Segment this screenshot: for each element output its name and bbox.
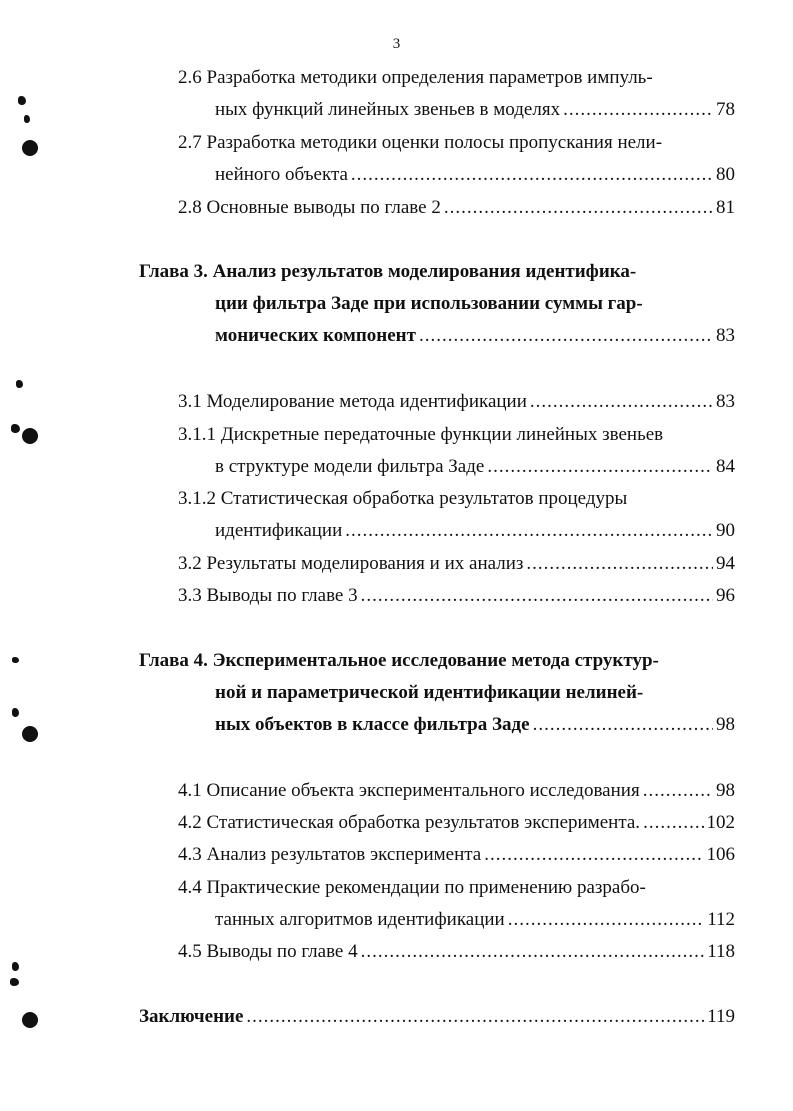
- toc-entry-4-4[interactable]: [215, 908, 735, 932]
- toc-page-number: 81: [716, 197, 735, 218]
- toc-entry-title: Заключение: [139, 1006, 244, 1027]
- toc-entry-4-1[interactable]: [178, 779, 735, 803]
- toc-entry-title: 3.2 Результаты моделирования и их анализ: [178, 553, 524, 574]
- toc-chapter-3-line2: ции фильтра Заде при использовании суммы гар-: [215, 293, 643, 314]
- toc-entry-title: 3.3 Выводы по главе 3: [178, 585, 358, 606]
- punch-hole: [22, 726, 38, 742]
- toc-entry-4-4-line1: 4.4 Практические рекомендации по применению разрабо-: [178, 877, 646, 898]
- toc-leader-dots: [351, 163, 713, 187]
- scan-speck: [10, 978, 19, 986]
- toc-page-number: 96: [716, 585, 735, 606]
- toc-leader-dots: [643, 779, 713, 803]
- toc-page-number: 80: [716, 164, 735, 185]
- punch-hole: [22, 140, 38, 156]
- toc-chapter-4-line2: ной и параметрической идентификации нелиней-: [215, 682, 644, 703]
- toc-leader-dots: [508, 908, 704, 932]
- toc-entry-3-1-2-line1: 3.1.2 Статистическая обработка результатов процедуры: [178, 488, 628, 509]
- toc-leader-dots: [526, 552, 713, 576]
- toc-entry-3-1[interactable]: [178, 390, 735, 414]
- toc-entry-2-7-line1: 2.7 Разработка методики оценки полосы пропускания нели-: [178, 132, 663, 153]
- punch-hole: [22, 428, 38, 444]
- scan-speck: [18, 96, 26, 105]
- scan-speck: [12, 708, 19, 717]
- toc-entry-title: 4.5 Выводы по главе 4: [178, 941, 358, 962]
- toc-page-number: 98: [716, 780, 735, 801]
- toc-leader-dots: [361, 584, 713, 608]
- toc-leader-dots: [563, 98, 713, 122]
- toc-chapter-4[interactable]: [215, 713, 735, 737]
- toc-leader-dots: [530, 390, 713, 414]
- toc-page-number: 83: [716, 391, 735, 412]
- toc-page-number: 118: [707, 941, 735, 962]
- toc-leader-dots: [345, 519, 713, 543]
- toc-chapter-3-line1: Глава 3. Анализ результатов моделирования идентифика-: [139, 261, 637, 282]
- toc-page-number: 98: [716, 714, 735, 735]
- toc-leader-dots: [533, 713, 713, 737]
- toc-entry-title: танных алгоритмов идентификации: [215, 909, 505, 930]
- toc-page-number: 106: [706, 844, 735, 865]
- toc-chapter-4-line1: Глава 4. Экспериментальное исследование метода структур-: [139, 650, 659, 671]
- toc-page-number: 119: [707, 1006, 735, 1027]
- toc-page-number: 78: [716, 99, 735, 120]
- scan-speck: [16, 380, 23, 388]
- toc-entry-3-1-1[interactable]: [215, 455, 735, 479]
- toc-leader-dots: [246, 1005, 704, 1029]
- toc-page-number: 102: [706, 812, 735, 833]
- toc-entry-title: 2.8 Основные выводы по главе 2: [178, 197, 441, 218]
- scan-speck: [24, 115, 30, 123]
- page-number: 3: [392, 36, 401, 52]
- toc-leader-dots: [444, 196, 713, 220]
- toc-leader-dots: [487, 455, 713, 479]
- toc-entry-2-8[interactable]: [178, 196, 735, 220]
- toc-page-number: 94: [716, 553, 735, 574]
- toc-entry-2-7[interactable]: [215, 163, 735, 187]
- toc-entry-title: 3.1 Моделирование метода идентификации: [178, 391, 527, 412]
- toc-entry-title: ных объектов в классе фильтра Заде: [215, 714, 530, 735]
- toc-page-number: 84: [716, 456, 735, 477]
- toc-leader-dots: [484, 843, 703, 867]
- toc-entry-title: 4.2 Статистическая обработка результатов эксперимента.: [178, 812, 641, 833]
- scan-speck: [11, 424, 20, 433]
- toc-page-number: 83: [716, 325, 735, 346]
- toc-entry-3-1-1-line1: 3.1.1 Дискретные передаточные функции линейных звеньев: [178, 424, 664, 445]
- punch-hole: [22, 1012, 38, 1028]
- toc-entry-title: монических компонент: [215, 325, 416, 346]
- toc-entry-title: ных функций линейных звеньев в моделях: [215, 99, 561, 120]
- toc-entry-3-3[interactable]: [178, 584, 735, 608]
- toc-conclusion[interactable]: [139, 1005, 735, 1029]
- toc-entry-2-6[interactable]: [215, 98, 735, 122]
- toc-page-number: 112: [707, 909, 735, 930]
- toc-entry-3-1-2[interactable]: [215, 519, 735, 543]
- toc-leader-dots: [361, 940, 705, 964]
- toc-entry-3-2[interactable]: [178, 552, 735, 576]
- toc-entry-title: 4.1 Описание объекта экспериментального исследования: [178, 780, 640, 801]
- toc-entry-title: 4.3 Анализ результатов эксперимента: [178, 844, 482, 865]
- toc-entry-2-6-line1: 2.6 Разработка методики определения параметров импуль-: [178, 67, 653, 88]
- toc-chapter-3[interactable]: [215, 324, 735, 348]
- toc-entry-title: нейного объекта: [215, 164, 348, 185]
- toc-entry-title: в структуре модели фильтра Заде: [215, 456, 485, 477]
- toc-entry-4-2[interactable]: [178, 811, 735, 835]
- scan-speck: [12, 962, 19, 971]
- toc-entry-title: идентификации: [215, 520, 343, 541]
- toc-page-number: 90: [716, 520, 735, 541]
- toc-leader-dots: [419, 324, 713, 348]
- toc-entry-4-5[interactable]: [178, 940, 735, 964]
- toc-leader-dots: [643, 811, 703, 835]
- toc-entry-4-3[interactable]: [178, 843, 735, 867]
- scan-speck: [12, 657, 19, 663]
